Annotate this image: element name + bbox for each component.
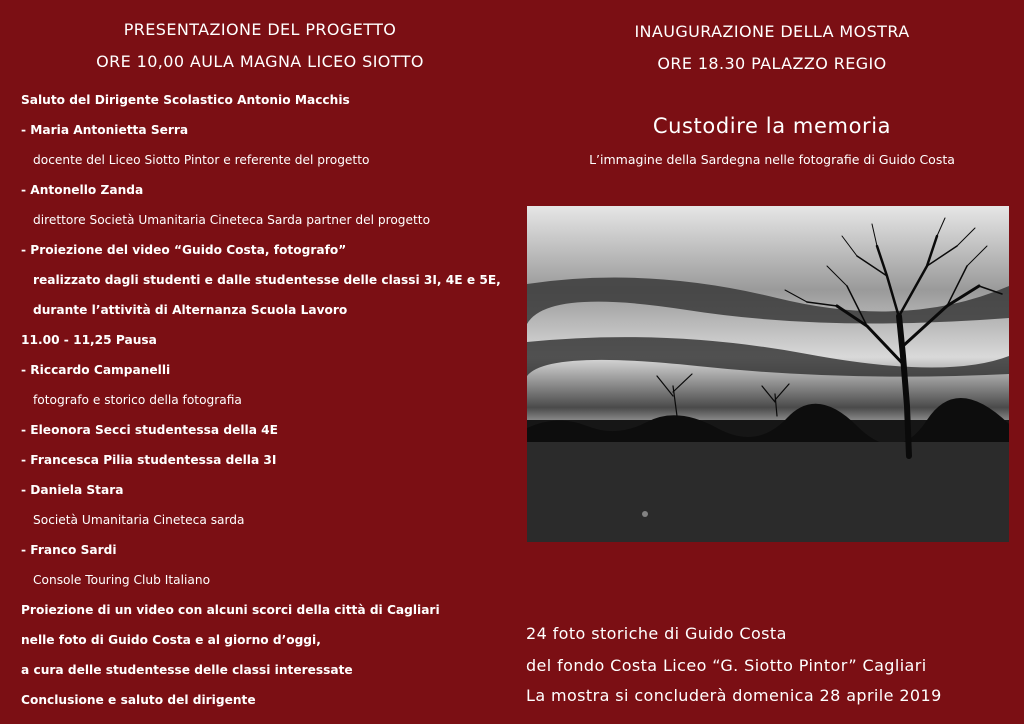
program-item: - Proiezione del video “Guido Costa, fotografo” [21,243,347,257]
program-item: - Franco Sardi [21,543,117,557]
presentation-time-location: ORE 10,00 AULA MAGNA LICEO SIOTTO [96,52,424,71]
historic-photo [527,206,1009,542]
program-item: Console Touring Club Italiano [33,573,211,587]
program-item: - Antonello Zanda [21,183,144,197]
presentation-heading: PRESENTAZIONE DEL PROGETTO [123,20,397,39]
program-item: - Francesca Pilia studentessa della 3I [21,453,277,467]
inauguration-heading: INAUGURAZIONE DELLA MOSTRA [634,22,910,41]
program-item: Proiezione di un video con alcuni scorci della città di Cagliari [21,603,440,617]
inauguration-time-location: ORE 18.30 PALAZZO REGIO [657,54,887,73]
program-item: - Daniela Stara [21,483,124,497]
tree-landscape-photo [527,206,1009,542]
right-panel [520,0,1024,724]
program-item: Società Umanitaria Cineteca sarda [33,513,245,527]
program-item: Saluto del Dirigente Scolastico Antonio Macchis [21,93,350,107]
program-item: fotografo e storico della fotografia [33,393,242,407]
program-item: - Eleonora Secci studentessa della 4E [21,423,278,437]
program-item: Conclusione e saluto del dirigente [21,693,256,707]
program-item: durante l’attività di Alternanza Scuola Lavoro [33,303,348,317]
program-item: direttore Società Umanitaria Cineteca Sarda partner del progetto [33,213,431,227]
program-list [21,90,516,720]
program-item: a cura delle studentesse delle classi interessate [21,663,353,677]
program-item: docente del Liceo Siotto Pintor e referente del progetto [33,153,370,167]
program-item: nelle foto di Guido Costa e al giorno d’oggi, [21,633,321,647]
footer-line-3: La mostra si concluderà domenica 28 aprile 2019 [526,686,942,705]
program-item: 11.00 - 11,25 Pausa [21,333,157,347]
program-item: realizzato dagli studenti e dalle studentesse delle classi 3I, 4E e 5E, [33,273,501,287]
footer-line-2: del fondo Costa Liceo “G. Siotto Pintor” Cagliari [526,656,927,675]
exhibition-title: Custodire la memoria [652,114,892,138]
footer-line-1: 24 foto storiche di Guido Costa [526,624,787,643]
program-item: - Riccardo Campanelli [21,363,171,377]
exhibition-subtitle: L’immagine della Sardegna nelle fotografie di Guido Costa [589,152,955,167]
program-item: - Maria Antonietta Serra [21,123,189,137]
